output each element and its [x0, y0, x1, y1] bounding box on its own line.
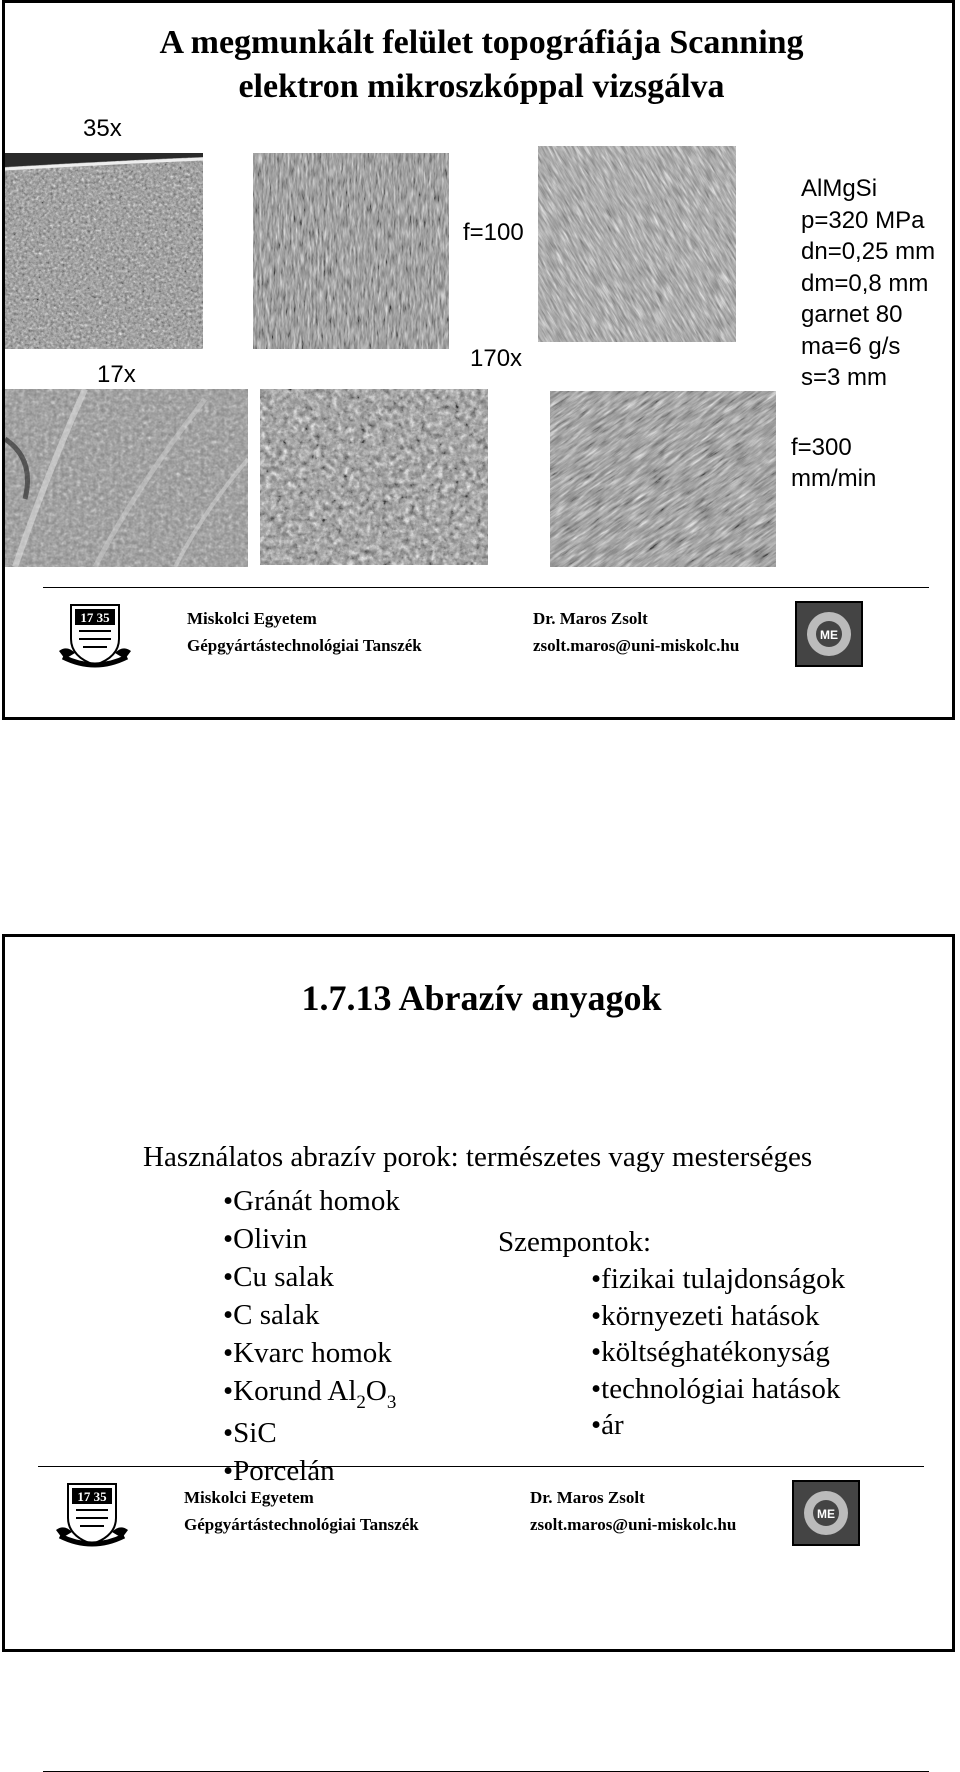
department-logo	[795, 601, 863, 672]
sem-image-170x	[538, 146, 736, 342]
footer-university: Miskolci Egyetem	[187, 609, 317, 628]
feed-rate-label	[791, 432, 876, 494]
list-item: • Gránát homok	[223, 1182, 400, 1220]
university-crest-logo-slide2	[54, 1480, 130, 1555]
list-item: • Porcelán	[223, 1452, 400, 1490]
param-standoff: s=3 mm	[801, 364, 888, 391]
dept-logo-text: ME	[817, 1507, 835, 1521]
list-item: • környezeti hatások	[591, 1298, 845, 1335]
slide-title: 1.7.13 Abrazív anyagok	[301, 978, 662, 1018]
param-mixing-diameter: dm=0,8 mm	[801, 269, 929, 297]
crest-text: 17 35	[80, 610, 110, 625]
criteria-list	[591, 1261, 845, 1444]
slide-title	[5, 21, 958, 109]
list-item-korund: • Korund $Al_2O_3$	[223, 1372, 400, 1414]
crest-text: 17 35	[77, 1489, 107, 1504]
sem-image-right-bottom	[550, 391, 776, 567]
slide-sem-topography	[2, 0, 955, 720]
title-line-1: A megmunkált felület topográfiája Scanning	[159, 24, 804, 61]
sem-image-17x	[5, 389, 248, 567]
abrasive-materials-list	[223, 1182, 400, 1490]
footer-department: Gépgyártástechnológiai Tanszék	[184, 1515, 419, 1534]
list-item: • SiC	[223, 1414, 400, 1452]
list-item: • Cu salak	[223, 1258, 400, 1296]
footer-rule	[43, 587, 929, 588]
department-logo-slide2	[792, 1480, 860, 1551]
sem-image-f100	[253, 153, 449, 349]
magnification-35x-label: 35x	[83, 115, 122, 142]
sem-image-35x	[5, 153, 203, 349]
dept-logo-text: ME	[820, 628, 838, 642]
footer-rule-slide2	[38, 1466, 924, 1467]
footer-email: zsolt.maros@uni-miskolc.hu	[530, 1515, 737, 1534]
list-item: • fizikai tulajdonságok	[591, 1261, 845, 1298]
footer-author	[533, 605, 739, 659]
university-crest-logo	[57, 601, 133, 676]
footer-email: zsolt.maros@uni-miskolc.hu	[533, 636, 740, 655]
feed-f100-label: f=100	[463, 219, 524, 246]
list-item: • költséghatékonyság	[591, 1334, 845, 1371]
list-item: • C salak	[223, 1296, 400, 1334]
param-material: AlMgSi	[801, 175, 878, 202]
sem-image-center-bottom	[260, 389, 488, 565]
title-line-2: elektron mikroszkóppal vizsgálva	[238, 68, 725, 105]
param-abrasive: garnet 80	[801, 301, 903, 328]
criteria-heading: Szempontok:	[498, 1226, 652, 1258]
param-nozzle-diameter: dn=0,25 mm	[801, 238, 936, 265]
feed-rate-line-2: mm/min	[791, 465, 877, 492]
list-item: • Kvarc homok	[223, 1334, 400, 1372]
footer-author-name: Dr. Maros Zsolt	[530, 1488, 645, 1507]
magnification-170x-label: 170x	[470, 345, 523, 372]
footer-author-name: Dr. Maros Zsolt	[533, 609, 648, 628]
footer-institution-slide2	[184, 1484, 419, 1538]
footer-author-slide2	[530, 1484, 736, 1538]
footer-university: Miskolci Egyetem	[184, 1488, 314, 1507]
param-pressure: p=320 MPa	[801, 206, 925, 234]
footer-department: Gépgyártástechnológiai Tanszék	[187, 636, 422, 655]
list-item: • Olivin	[223, 1220, 400, 1258]
intro-text: Használatos abrazív porok: természetes vagy mesterséges	[143, 1141, 813, 1173]
magnification-17x-label: 17x	[97, 361, 136, 388]
footer-institution	[187, 605, 422, 659]
list-item: • ár	[591, 1407, 845, 1444]
feed-rate-line-1: f=300	[791, 434, 852, 461]
list-item: • technológiai hatások	[591, 1371, 845, 1408]
param-mass-flow: ma=6 g/s	[801, 332, 901, 360]
process-parameters	[801, 173, 935, 394]
